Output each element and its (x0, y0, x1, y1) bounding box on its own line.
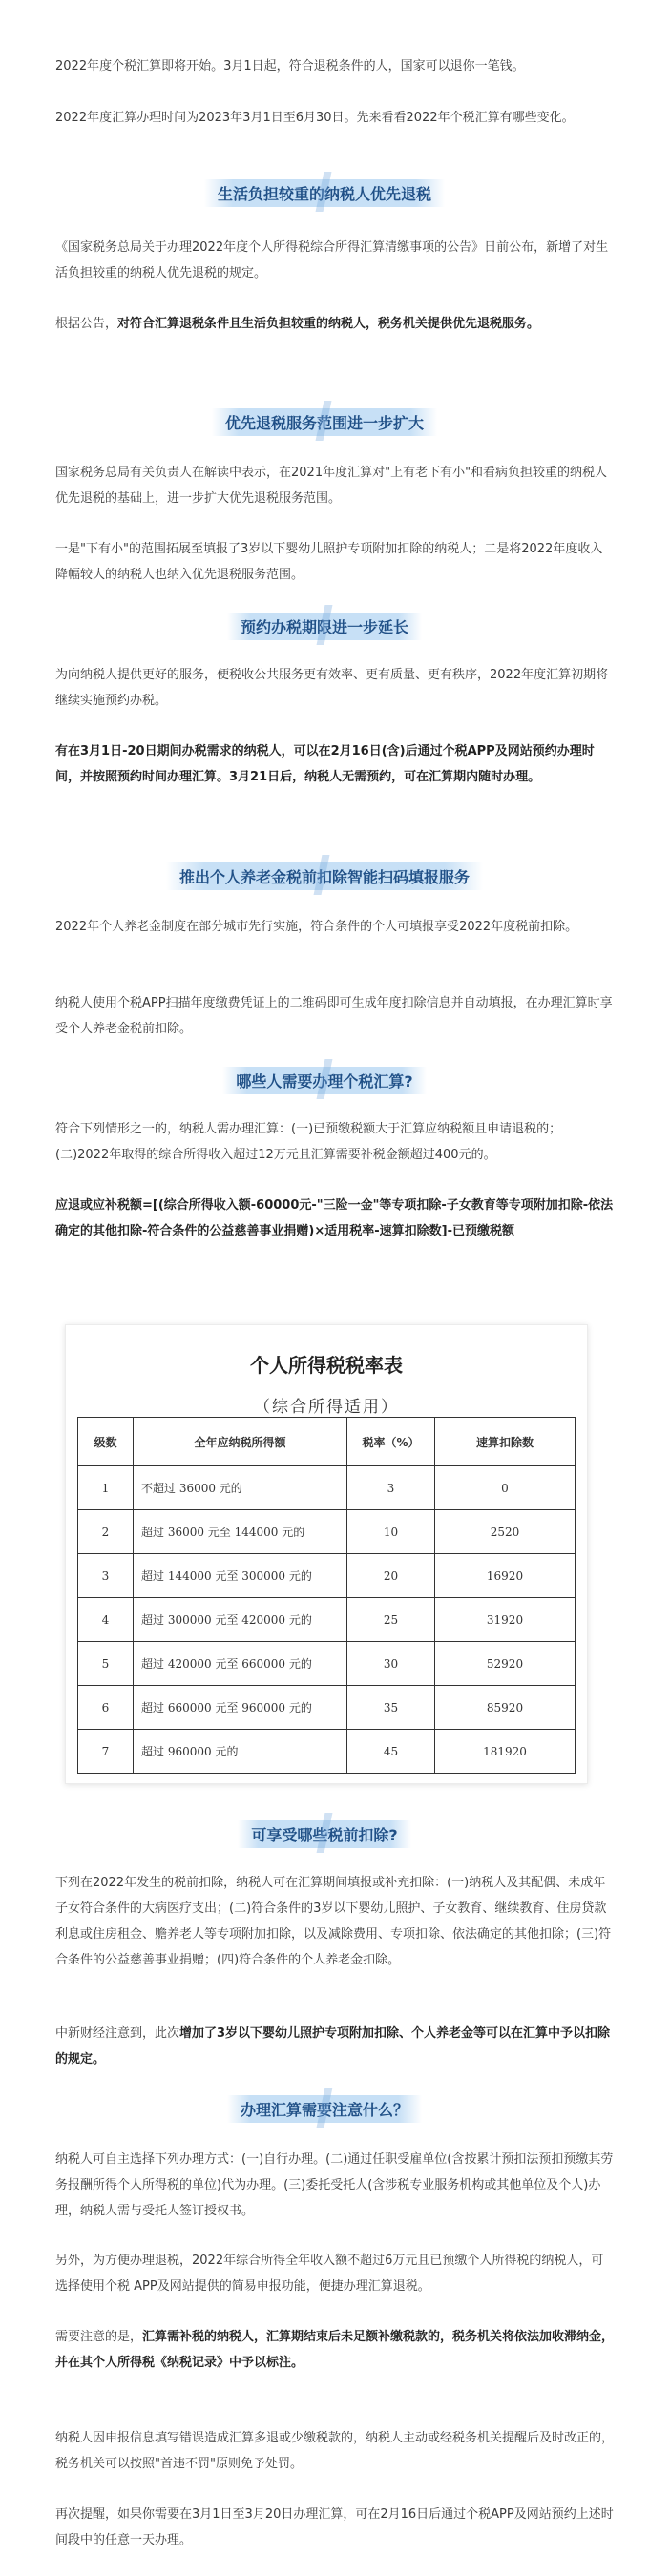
paragraph-pension-app: 纳税人使用个税APP扫描年度缴费凭证上的二维码即可生成年度扣除信息并自动填报，在办理汇算时享受个人养老金税前扣除。 (55, 996, 613, 1036)
paragraph-simple-filing: 另外，为方便办理退税，2022年综合所得全年收入额不超过6万元且已预缴个人所得税的纳税人，可选择使用个税 APP及网站提供的简易申报功能，便捷办理汇算退税。 (55, 2254, 604, 2294)
table-subtitle: （综合所得适用） (254, 1398, 399, 1417)
cell-level: 6 (78, 1686, 134, 1730)
cell-income: 超过 960000 元的 (134, 1730, 347, 1774)
table-row (78, 1598, 576, 1642)
paragraph-appointment-detail: 有在3月1日-20日期间办税需求的纳税人，可以在2月16日(含)后通过个税APP及网站预约办理时间，并按照预约时间办理汇算。3月21日后，纳税人无需预约，可在汇算期内随时办理。 (55, 744, 595, 784)
paragraph-filing-methods: 纳税人可自主选择下列办理方式：(一)自行办理。(二)通过任职受雇单位(含按累计预扣法预扣预缴其劳务报酬所得个人所得税的单位)代为办理。(三)委托受托人(含涉税专业服务机构或其他单位及个人)办理，纳税人需与受托人签订授权书。 (55, 2152, 614, 2218)
table-title: 个人所得税税率表 (250, 1354, 403, 1377)
paragraph-deductions: 下列在2022年发生的税前扣除，纳税人可在汇算期间填报或补充扣除：(一)纳税人及其配偶、未成年子女符合条件的大病医疗支出；(二)符合条件的3岁以下婴幼儿照护、子女教育、继续教育、住房贷款利息或住房租金、赡养老人等专项附加扣除，以及减除费用、专项扣除、依法确定的其他扣除；(三)符合条件的公益慈善事业捐赠；(四)符合条件的个人养老金扣除。 (55, 1876, 612, 1967)
section-heading-pension-scan: 推出个人养老金税前扣除智能扫码填报服务 (0, 862, 649, 890)
cell-rate: 30 (347, 1642, 435, 1686)
cell-deduction: 31920 (435, 1598, 576, 1642)
paragraph-announcement: 《国家税务总局关于办理2022年度个人所得税综合所得汇算清缴事项的公告》日前公布，新增了对生活负担较重的纳税人优先退税的规定。 (55, 240, 609, 280)
paragraph-scope-detail: 一是"下有小"的范围拓展至填报了3岁以下婴幼儿照护专项附加扣除的纳税人；二是将2022年度收入降幅较大的纳税人也纳入优先退税服务范围。 (55, 542, 603, 582)
header-income: 全年应纳税所得额 (134, 1418, 347, 1466)
cell-deduction: 16920 (435, 1554, 576, 1598)
paragraph-formula: 应退或应补税额=[(综合所得收入额-60000元-"三险一金"等专项扣除-子女教育等专项附加扣除-依法确定的其他扣除-符合条件的公益慈善事业捐赠)×适用税率-速算扣除数]-已预缴税额 (55, 1198, 614, 1238)
cell-income: 超过 660000 元至 960000 元的 (134, 1686, 347, 1730)
section-heading-appointment: 预约办税期限进一步延长 (0, 613, 649, 640)
cell-level: 2 (78, 1510, 134, 1554)
section-heading-scope-expanded: 优先退税服务范围进一步扩大 (0, 408, 649, 436)
cell-level: 1 (78, 1466, 134, 1510)
cell-income: 超过 144000 元至 300000 元的 (134, 1554, 347, 1598)
cell-deduction: 0 (435, 1466, 576, 1510)
paragraph-intro: 2022年度个税汇算即将开始。3月1日起，符合退税条件的人，国家可以退你一笔钱。 (55, 59, 525, 73)
cell-level: 4 (78, 1598, 134, 1642)
header-rate: 税率（%） (347, 1418, 435, 1466)
table-header-row (78, 1418, 576, 1466)
cell-level: 7 (78, 1730, 134, 1774)
paragraph-first-violation: 纳税人因申报信息填写错误造成汇算多退或少缴税款的，纳税人主动或经税务机关提醒后及时改正的，税务机关可以按照"首违不罚"原则免予处罚。 (55, 2431, 615, 2471)
table-row (78, 1510, 576, 1554)
cell-level: 3 (78, 1554, 134, 1598)
cell-income: 超过 36000 元至 144000 元的 (134, 1510, 347, 1554)
cell-deduction: 85920 (435, 1686, 576, 1730)
cell-rate: 25 (347, 1598, 435, 1642)
cell-rate: 3 (347, 1466, 435, 1510)
table-row (78, 1466, 576, 1510)
paragraph-announcement-detail: 根据公告，对符合汇算退税条件且生活负担较重的纳税人，税务机关提供优先退税服务。 (55, 317, 540, 331)
section-heading-notes: 办理汇算需要注意什么？ (0, 2095, 649, 2123)
cell-rate: 20 (347, 1554, 435, 1598)
cell-deduction: 2520 (435, 1510, 576, 1554)
cell-income: 超过 420000 元至 660000 元的 (134, 1642, 347, 1686)
cell-income: 超过 300000 元至 420000 元的 (134, 1598, 347, 1642)
tax-rate-table (77, 1417, 576, 1774)
cell-level: 5 (78, 1642, 134, 1686)
cell-rate: 10 (347, 1510, 435, 1554)
paragraph-late-fee: 需要注意的是，汇算需补税的纳税人，汇算期结束后未足额补缴税款的，税务机关将依法加收滞纳金，并在其个人所得税《纳税记录》中予以标注。 (55, 2330, 615, 2370)
header-level: 级数 (78, 1418, 134, 1466)
cell-rate: 45 (347, 1730, 435, 1774)
section-heading-who-files: 哪些人需要办理个税汇算? (0, 1067, 649, 1094)
table-row (78, 1730, 576, 1774)
paragraph-scope: 国家税务总局有关负责人在解读中表示，在2021年度汇算对"上有老下有小"和看病负担较重的纳税人优先退税的基础上，进一步扩大优先退税服务范围。 (55, 466, 608, 506)
paragraph-period: 2022年度汇算办理时间为2023年3月1日至6月30日。先来看看2022年个税汇算有哪些变化。 (55, 111, 575, 125)
header-deduction: 速算扣除数 (435, 1418, 576, 1466)
cell-rate: 35 (347, 1686, 435, 1730)
paragraph-new-deductions: 中新财经注意到，此次增加了3岁以下婴幼儿照护专项附加扣除、个人养老金等可以在汇算中予以扣除的规定。 (55, 2026, 611, 2067)
cell-deduction: 181920 (435, 1730, 576, 1774)
tax-rate-table-card (65, 1324, 588, 1784)
section-heading-deductions: 可享受哪些税前扣除? (0, 1820, 649, 1848)
paragraph-appointment: 为向纳税人提供更好的服务，便税收公共服务更有效率、更有质量、更有秩序，2022年度汇算初期将继续实施预约办税。 (55, 668, 609, 708)
paragraph-who-files: 符合下列情形之一的，纳税人需办理汇算：(一)已预缴税额大于汇算应纳税额且申请退税的；(二)2022年取得的综合所得收入超过12万元且汇算需要补税金额超过400元的。 (55, 1122, 562, 1162)
section-heading-priority-refund: 生活负担较重的纳税人优先退税 (0, 179, 649, 207)
paragraph-pension: 2022年个人养老金制度在部分城市先行实施，符合条件的个人可填报享受2022年度税前扣除。 (55, 920, 578, 934)
table-row (78, 1686, 576, 1730)
table-row (78, 1554, 576, 1598)
cell-income: 不超过 36000 元的 (134, 1466, 347, 1510)
table-row (78, 1642, 576, 1686)
paragraph-reminder: 再次提醒，如果你需要在3月1日至3月20日办理汇算，可在2月16日后通过个税APP及网站预约上述时间段中的任意一天办理。 (55, 2507, 614, 2547)
cell-deduction: 52920 (435, 1642, 576, 1686)
